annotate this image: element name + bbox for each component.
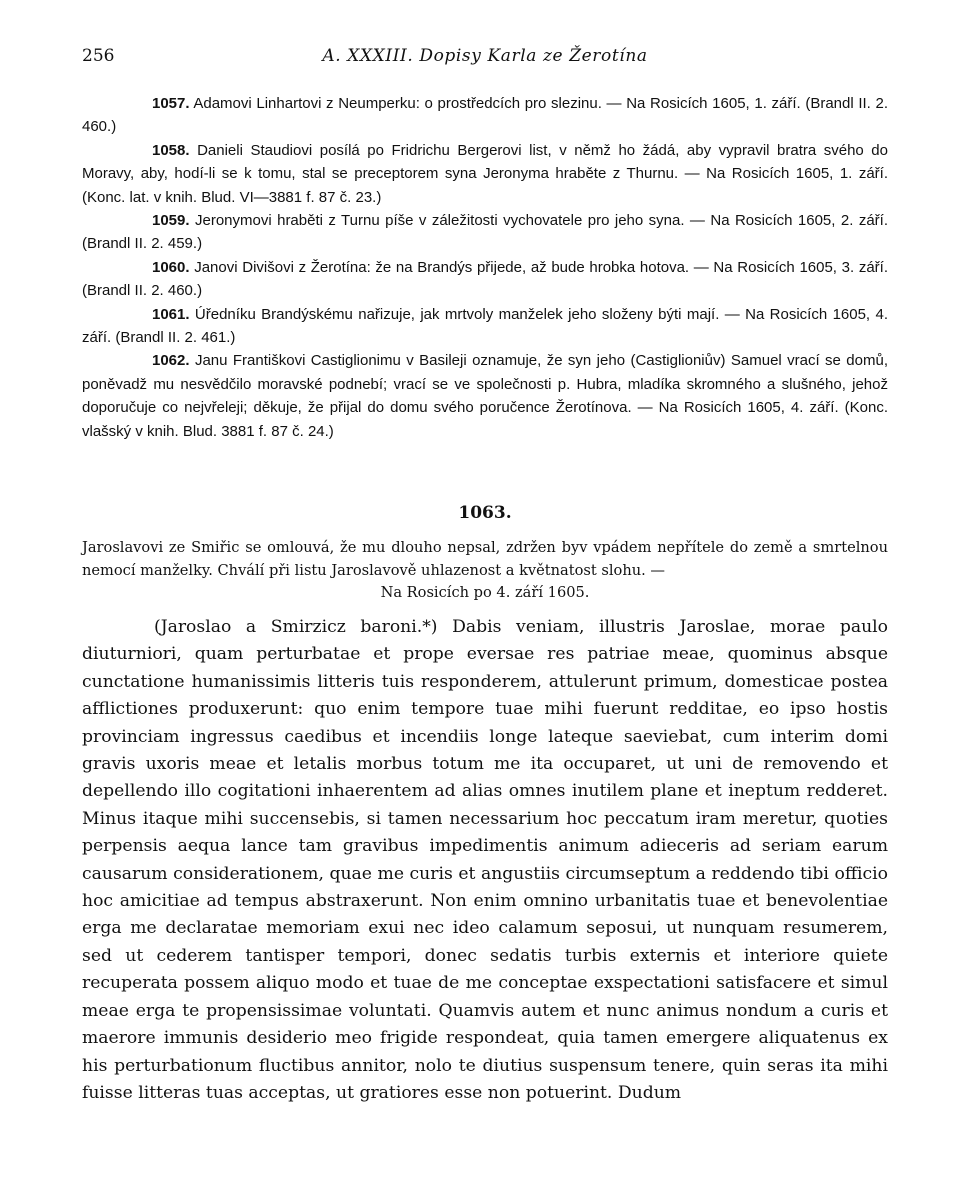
regest-text: Danieli Staudiovi posílá po Fridrichu Bergerovi list, v němž ho žádá, aby vypravil bratra svého do Moravy, aby, hodí-li se k tomu, stal se preceptorem syna Jeronyma hraběte z Thurnu. — Na Rosicích 1605, 1. září. (Konc. lat. v knih. Blud. VI—3881 f. 87 č. 23.) xyxy=(82,141,888,206)
regest-number: 1057. xyxy=(152,95,190,112)
regest-entry xyxy=(82,209,888,256)
page-header xyxy=(82,46,888,70)
regest-entry xyxy=(82,303,888,350)
regest-text: Adamovi Linhartovi z Neumperku: o prostředcích pro slezinu. — Na Rosicích 1605, 1. září. (Brandl II. 2. 460.) xyxy=(82,95,888,136)
letter-body: (Jaroslao a Smirzicz baroni.*) Dabis veniam, illustris Jaroslae, morae paulo diuturniori, quam perturbatae et prope eversae res patriae meae, quominus absque cunctatione humanissimis litteris tuis responderem, attulerunt primum, domesticae postea afflictiones produxerunt: quo enim tempore tuae mihi fuerunt redditae, eo ipso hostis provinciam ingressus caedibus et incendiis longe lateque saeviebat, cum interim domi gravis uxoris meae et letalis morbus totum me ita occuparet, ut uni de removendo et depellendo illo cogitationi inhaerentem ad alias omnes inutilem plane et ineptum redderet. Minus itaque mihi succensebis, si tamen necessarium hoc peccatum iram meretur, quoties perpensis aequa lance tam gravibus impedimentis animum adieceris ad seriam earum causarum considerationem, quae me curis et angustiis circumseptum a reddendo tibi officio hoc amicitiae ad tempus abstraxerunt. Non enim omnino urbanitatis tuae et benevolentiae erga me declaratae memoriam exui nec ideo calamum seposui, ut nunquam resumerem, sed ut cederem tantisper tempori, donec sedatis turbis externis et interiore quiete recuperata possem aliquo modo et tuae de me conceptae exspectationi satisfacere et simul meae erga te propensissimae voluntati. Quamvis autem et nunc animus nondum a curis et maerore immunis desiderio meo frigide respondeat, quia tamen emergere aliquatenus ex his perturbationum fluctibus annitor, nolo te diutius suspensum tenere, quin seras ita mihi fuisse litteras tuas acceptas, ut gratiores esse non potuerint. Dudum xyxy=(82,617,888,1103)
document-summary xyxy=(82,537,888,605)
regest-number: 1060. xyxy=(152,258,190,276)
regest-number: 1062. xyxy=(152,352,190,370)
regest-number: 1061. xyxy=(152,305,190,323)
regest-number: 1058. xyxy=(152,141,190,159)
regest-entry xyxy=(82,256,888,303)
regest-text: Janu Františkovi Castiglionimu v Basileji oznamuje, že syn jeho (Castiglioniův) Samuel vrací se domů, poněvadž mu nesvědčilo moravské podnebí; vrací se ve společnosti p. Hubra, mladíka skromného a slušného, jehož doporučuje co nejvřeleji; děkuje, že přijal do domu svého poručence Žerotínova. — Na Rosicích 1605, 4. září. (Konc. vlašský v knih. Blud. 3881 f. 87 č. 24.) xyxy=(82,352,888,440)
page-number: 256 xyxy=(82,46,115,66)
regest-text: Janovi Divišovi z Žerotína: že na Brandýs přijede, až bude hrobka hotova. — Na Rosicích 1605, 3. září. (Brandl II. 2. 460.) xyxy=(82,258,888,300)
document-number: 1063. xyxy=(458,503,512,523)
regest-entry xyxy=(82,139,888,209)
regest-list xyxy=(82,92,888,443)
regest-entry xyxy=(82,92,888,139)
running-title: A. XXXIII. Dopisy Karla ze Žerotína xyxy=(322,46,648,66)
summary-text: Jaroslavovi ze Smiřic se omlouvá, že mu dlouho nepsal, zdržen byv vpádem nepřítele do země a smrtelnou nemocí manželky. Chválí při listu Jaroslavově uhlazenost a květnatost slohu. — xyxy=(82,539,888,579)
regest-text: Jeronymovi hraběti z Turnu píše v záležitosti vychovatele pro jeho syna. — Na Rosicích 1605, 2. září. (Brandl II. 2. 459.) xyxy=(82,212,888,253)
regest-number: 1059. xyxy=(152,212,190,230)
place-date: Na Rosicích po 4. září 1605. xyxy=(380,584,590,601)
regest-text: Úředníku Brandýskému nařizuje, jak mrtvoly manželek jeho složeny býti mají. — Na Rosicích 1605, 4. září. (Brandl II. 2. 461.) xyxy=(82,305,888,347)
regest-entry xyxy=(82,349,888,443)
